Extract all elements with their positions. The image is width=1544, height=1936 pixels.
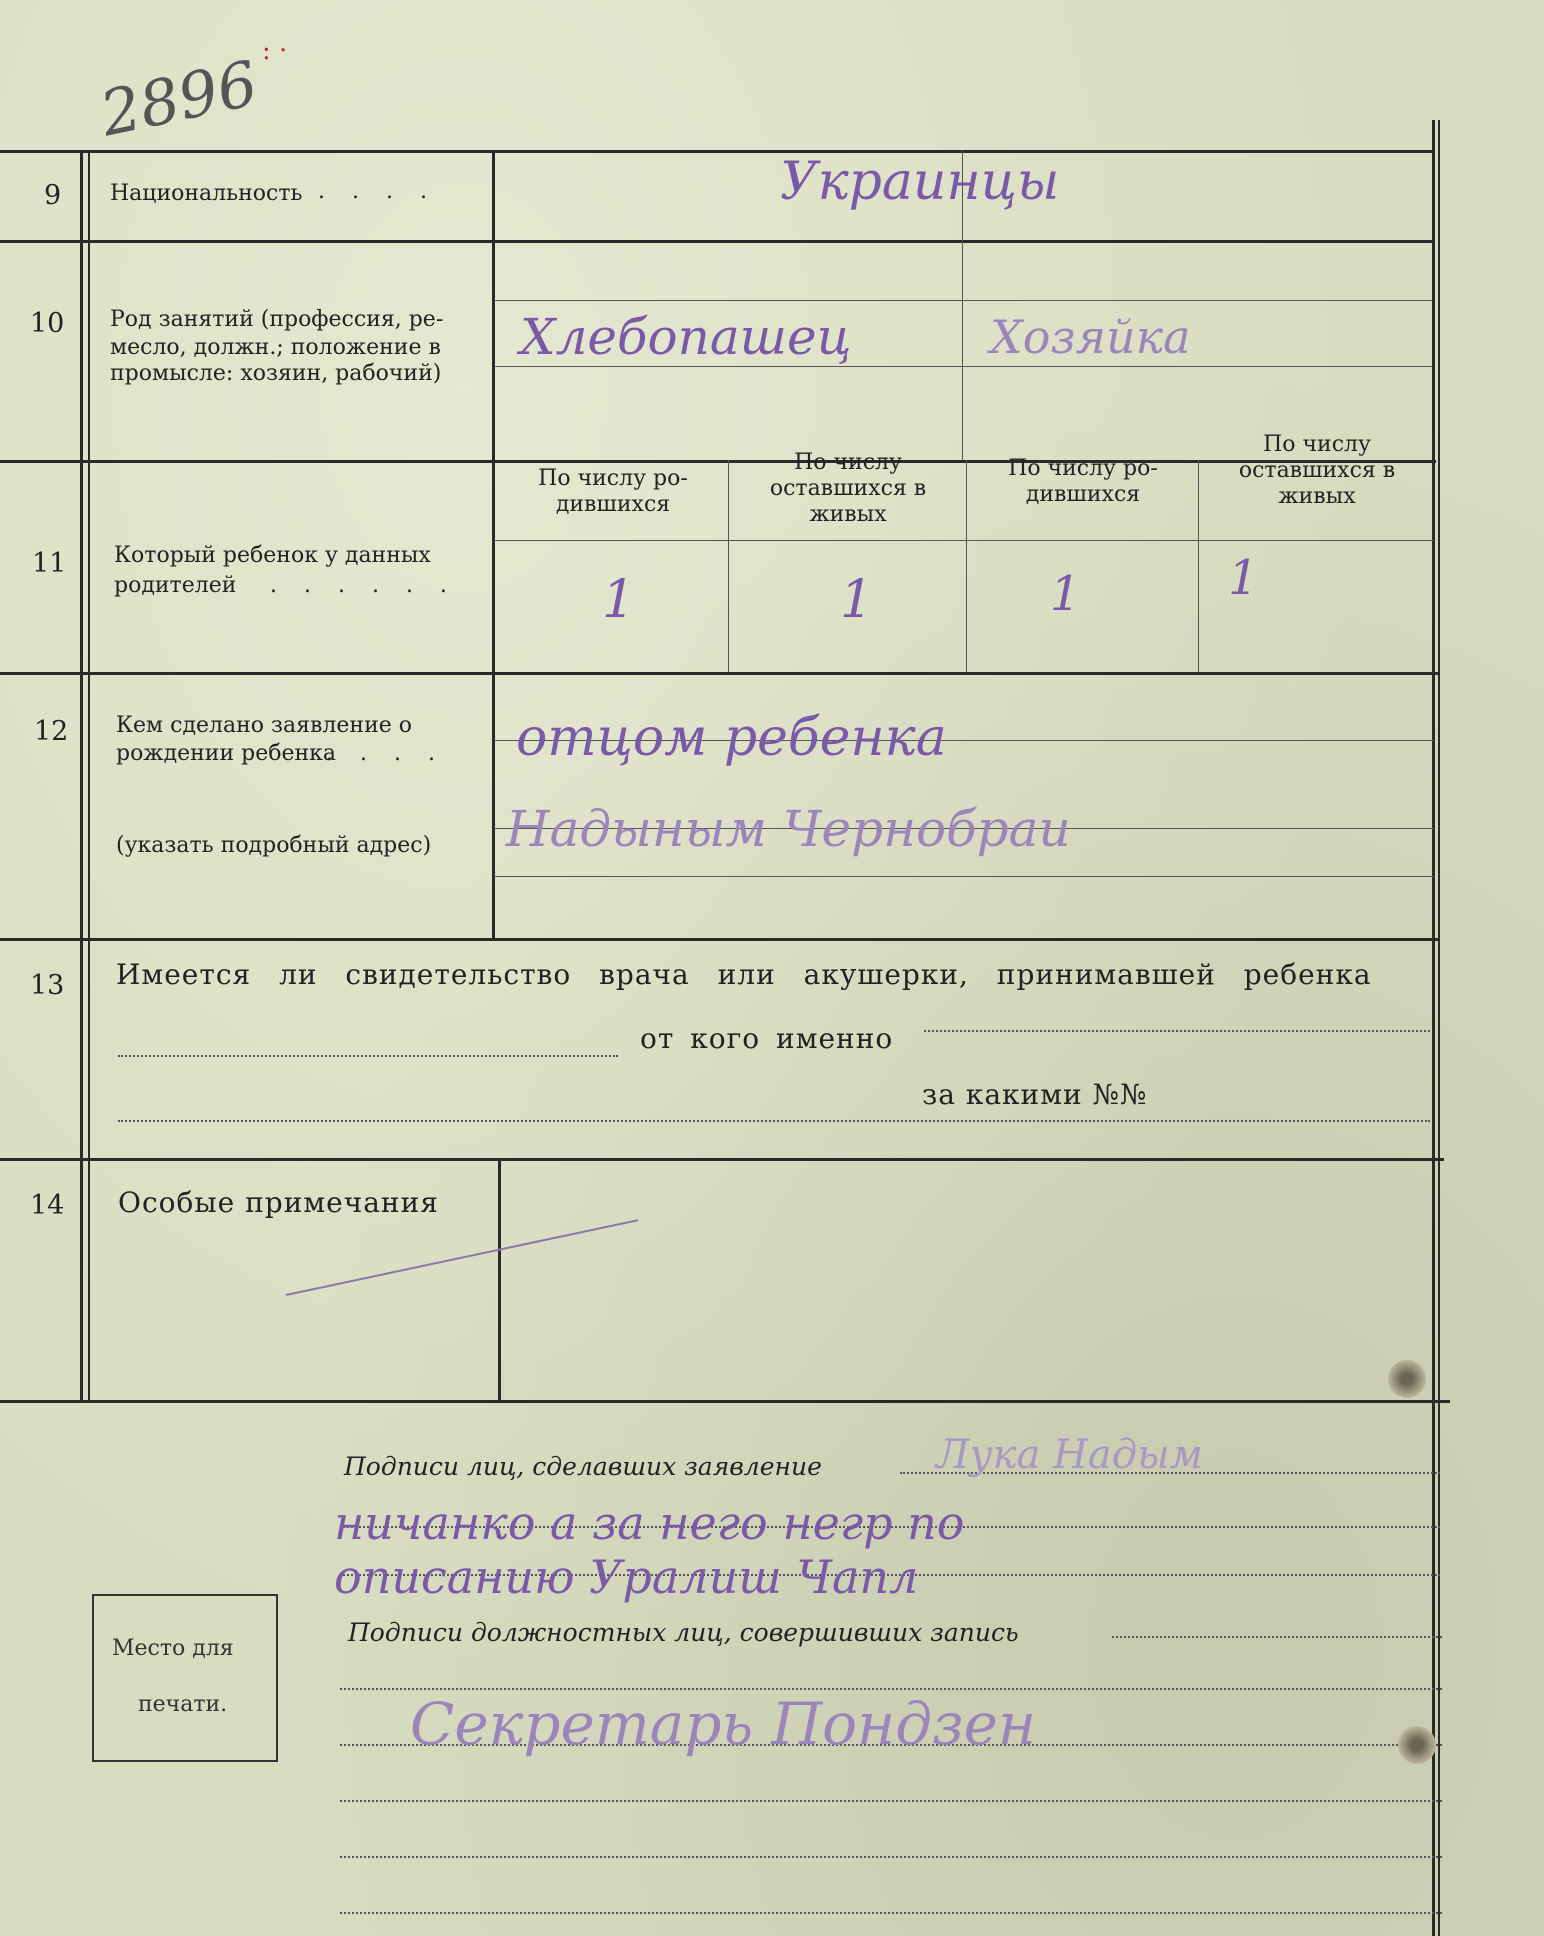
seal-placeholder-box [92, 1594, 278, 1762]
col1-value: 1 [602, 570, 636, 630]
row-13-number: 13 [30, 970, 65, 1001]
seal-label-line1: Место для [112, 1636, 234, 1661]
occupation-mother: Хозяйка [990, 310, 1191, 364]
archive-number: 2896 [94, 46, 264, 151]
row-11-label-line1: Который ребенок у данных [114, 543, 431, 568]
row-13-from-whom: от кого именно [640, 1022, 894, 1055]
applicant-value-line2: Надыным Чернобраи [506, 800, 1071, 858]
row-9-dots: . . . . [318, 179, 437, 204]
row-12-label-line2: рождении ребенка [116, 741, 337, 766]
officials-signature-value: Секретарь Пондзен [410, 1690, 1037, 1758]
row-11-dots: . . . . . . [270, 573, 457, 598]
seal-label-line2: печати. [138, 1692, 228, 1717]
row-10-number: 10 [30, 308, 65, 339]
applicants-signature-line2: ничанко а за него негр по [334, 1496, 965, 1550]
col2-header: По числу оставшихся в живых [769, 450, 927, 527]
row-11-number: 11 [32, 548, 67, 579]
row-13-numbers: за какими №№ [922, 1078, 1148, 1111]
col4-header: По числу оставшихся в живых [1238, 432, 1396, 509]
row-12-dots: . . . . [326, 741, 445, 766]
col2-value: 1 [840, 570, 874, 630]
col4-value: 1 [1228, 550, 1259, 606]
row-12-number: 12 [34, 716, 69, 747]
row-13-question: Имеется ли свидетельство врача или акушерки, принимавшей ребенка [116, 958, 1372, 991]
occupation-father: Хлебопашец [520, 308, 852, 366]
row-10-label-line3: промысле: хозяин, рабочий) [110, 361, 442, 386]
row-10-label-line2: месло, должн.; положение в [110, 335, 441, 360]
col3-header: По числу ро- дившихся [1008, 456, 1158, 507]
row-9-number: 9 [44, 180, 62, 211]
row-14-number: 14 [30, 1190, 65, 1221]
cancel-stroke [286, 1219, 639, 1296]
red-mark-icon: : · [262, 36, 288, 66]
row-12-label-line3: (указать подробный адрес) [116, 833, 432, 858]
binding-hole-icon [1398, 1726, 1436, 1764]
binding-hole-icon [1388, 1360, 1426, 1398]
col1-header: По числу ро- дившихся [538, 466, 688, 517]
row-9-label: Национальность [110, 181, 303, 206]
officials-signature-label: Подписи должностных лиц, совершивших запись [348, 1618, 1019, 1647]
row-14-label: Особые примечания [118, 1186, 439, 1219]
nationality-value: Украинцы [780, 152, 1060, 212]
applicants-signature-line1: Лука Надым [936, 1432, 1203, 1478]
row-11-label-line2: родителей [114, 573, 237, 598]
applicants-signature-label: Подписи лиц, сделавших заявление [344, 1452, 822, 1481]
row-12-label-line1: Кем сделано заявление о [116, 713, 412, 738]
applicants-signature-line3: описанию Уралиш Чапл [334, 1550, 919, 1604]
applicant-value-line1: отцом ребенка [516, 708, 947, 768]
row-10-label-line1: Род занятий (профессия, ре- [110, 307, 444, 332]
col3-value: 1 [1050, 566, 1081, 622]
